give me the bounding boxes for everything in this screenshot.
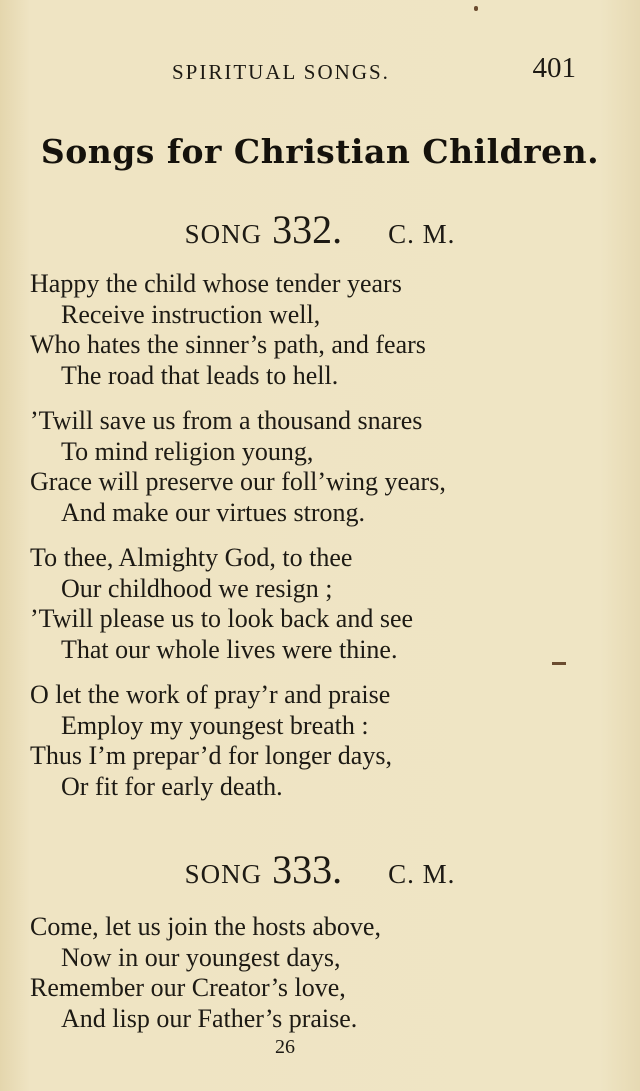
stanza <box>30 269 630 391</box>
signature-mark: 26 <box>275 1036 295 1058</box>
song-label: SONG <box>184 859 263 889</box>
verse-line: Who hates the sinner’s path, and fears <box>30 330 426 360</box>
verse-line: Come, let us join the hosts above, <box>30 912 381 941</box>
running-head <box>172 52 592 92</box>
verse-line: Thus I’m prepar’d for longer days, <box>30 741 392 771</box>
section-title: Songs for Christian Children. <box>40 132 600 171</box>
stanza <box>30 543 630 665</box>
page-number: 401 <box>532 52 576 84</box>
stanza <box>30 406 630 528</box>
verse-line: O let the work of pray’r and praise <box>30 680 391 709</box>
verse-line: Receive instruction well, <box>61 299 321 329</box>
stanza <box>30 680 630 802</box>
verse-line: The road that leads to hell. <box>61 360 339 390</box>
verse-line: And make our virtues strong. <box>61 497 366 527</box>
verse-line: ’Twill save us from a thousand snares <box>30 406 423 435</box>
stanza <box>30 912 630 1034</box>
song-number: 333. <box>272 847 343 892</box>
running-head-title: SPIRITUAL SONGS. <box>172 60 390 84</box>
song-heading <box>0 846 640 893</box>
song-number: 332. <box>272 207 343 252</box>
verse-line: To thee, Almighty God, to thee <box>30 543 353 572</box>
verse-line: ’Twill please us to look back and see <box>30 604 414 634</box>
verse-line: And lisp our Father’s praise. <box>61 1003 358 1033</box>
verse-line: Or fit for early death. <box>61 771 283 801</box>
verse-line: Employ my youngest breath : <box>61 710 369 740</box>
verse-line: That our whole lives were thine. <box>61 634 398 664</box>
verse-line: Grace will preserve our foll’wing years, <box>30 467 446 497</box>
verse-line: To mind religion young, <box>61 436 314 466</box>
song-heading <box>0 206 640 253</box>
song-meter: C. M. <box>388 859 456 889</box>
verse-line: Happy the child whose tender years <box>30 269 402 298</box>
verse-line: Our childhood we resign ; <box>61 573 333 603</box>
verse-line: Now in our youngest days, <box>61 942 341 972</box>
verse-line: Remember our Creator’s love, <box>30 973 346 1003</box>
song-meter: C. M. <box>388 219 456 249</box>
ink-speck <box>474 6 478 11</box>
song-label: SONG <box>184 219 263 249</box>
